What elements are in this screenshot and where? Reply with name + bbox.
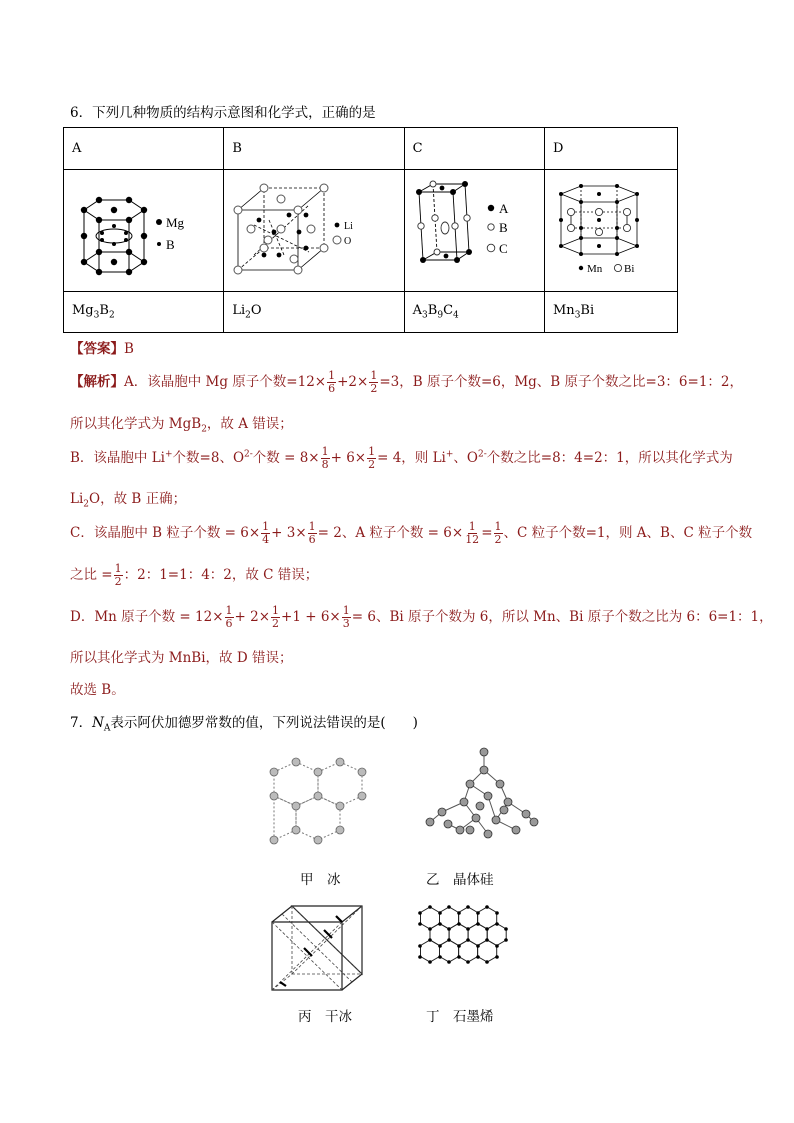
option-a-formula: $Mg_3B_2$ bbox=[64, 292, 224, 333]
answer-tag: 【答案】 bbox=[70, 341, 124, 357]
analysis-conclusion: 故选 B。 bbox=[70, 682, 125, 698]
option-c-structure bbox=[404, 170, 544, 292]
mgb2-structure-diagram bbox=[64, 170, 216, 287]
option-c-formula: $A_3B_9C_4$ bbox=[404, 292, 544, 333]
figure-label-ice: 甲 冰 bbox=[300, 872, 341, 888]
figure-label-graphene: 丁 石墨烯 bbox=[426, 1009, 494, 1025]
analysis-line-a2: 所以其化学式为 MgB$_2$，故 A 错误； bbox=[70, 416, 293, 435]
question-6-title: 6．下列几种物质的结构示意图和化学式，正确的是 bbox=[70, 105, 376, 121]
option-b-structure bbox=[224, 170, 404, 292]
options-table bbox=[63, 127, 678, 333]
abc-structure-diagram bbox=[405, 170, 537, 287]
legend-mg: Mg bbox=[166, 215, 185, 230]
analysis-line-a1: 【解析】A．该晶胞中 Mg 原子个数=12× $\frac{1}{6}$ +2× $\frac{1}{2}$ =3，B 原子个数=6，Mg、B 原子个数之比=3：6=1：2， bbox=[70, 369, 743, 395]
option-d-formula: $Mn_3Bi$ bbox=[545, 292, 678, 333]
answer-value: B bbox=[124, 341, 134, 357]
option-d-structure bbox=[545, 170, 678, 292]
li2o-structure-diagram bbox=[224, 170, 396, 287]
legend-li: Li bbox=[344, 221, 354, 232]
figure-label-dry-ice: 丙 干冰 bbox=[298, 1009, 352, 1025]
answer-line bbox=[70, 337, 134, 357]
figure-label-silicon: 乙 晶体硅 bbox=[426, 872, 494, 888]
legend-bi: Bi bbox=[624, 263, 635, 275]
ice-structure-figure bbox=[262, 752, 374, 847]
legend-c: C bbox=[498, 241, 508, 256]
option-b-formula: $Li_2O$ bbox=[224, 292, 404, 333]
option-b-header: B bbox=[224, 128, 404, 170]
legend-b: B bbox=[166, 237, 175, 252]
analysis-line-b2: $Li_2O$，故 B 正确； bbox=[70, 491, 187, 510]
legend-a: A bbox=[498, 201, 509, 216]
analysis-line-d1: D．Mn 原子个数 = 12× $\frac{1}{6}$ + 2× $\frac{1}{2}$ +1 + 6× $\frac{1}{3}$ = 6、Bi 原子个数为 6，所以 Mn、Bi 原子个数之比为 6：6=1：1， bbox=[70, 604, 773, 630]
option-a-structure bbox=[64, 170, 224, 292]
silicon-structure-figure bbox=[420, 744, 542, 846]
legend-b-c: B bbox=[498, 220, 508, 235]
mnbi-structure-diagram bbox=[545, 170, 677, 287]
option-c-header: C bbox=[404, 128, 544, 170]
question-7-title: 7．$N_A$表示阿伏加德罗常数的值，下列说法错误的是( ) bbox=[70, 715, 418, 734]
graphene-structure-figure bbox=[416, 900, 528, 984]
legend-o: O bbox=[344, 236, 352, 247]
analysis-line-c1: C．该晶胞中 B 粒子个数 = 6× $\frac{1}{4}$ + 3× $\frac{1}{6}$ = 2、A 粒子个数 = 6× $\frac{1}{12}$ = $\frac{1}{2}$ 、C 粒子个数=1，则 A、B、C 粒子个数 bbox=[70, 520, 753, 546]
dry-ice-structure-figure bbox=[266, 900, 370, 994]
analysis-line-d2: 所以其化学式为 MnBi，故 D 错误； bbox=[70, 650, 293, 666]
option-d-header: D bbox=[545, 128, 678, 170]
analysis-line-b1: B．该晶胞中 Li+个数=8、$O^{2-}$个数 = 8× $\frac{1}{8}$ + 6× $\frac{1}{2}$ = 4，则 Li+、$O^{2-}$个数之比=8：4=2：1，所以其化学式为 bbox=[70, 445, 733, 471]
legend-mn: Mn bbox=[587, 263, 603, 275]
analysis-line-c2: 之比 = $\frac{1}{2}$ ：2：1=1：4：2，故 C 错误； bbox=[70, 562, 319, 588]
option-a-header: A bbox=[64, 128, 224, 170]
